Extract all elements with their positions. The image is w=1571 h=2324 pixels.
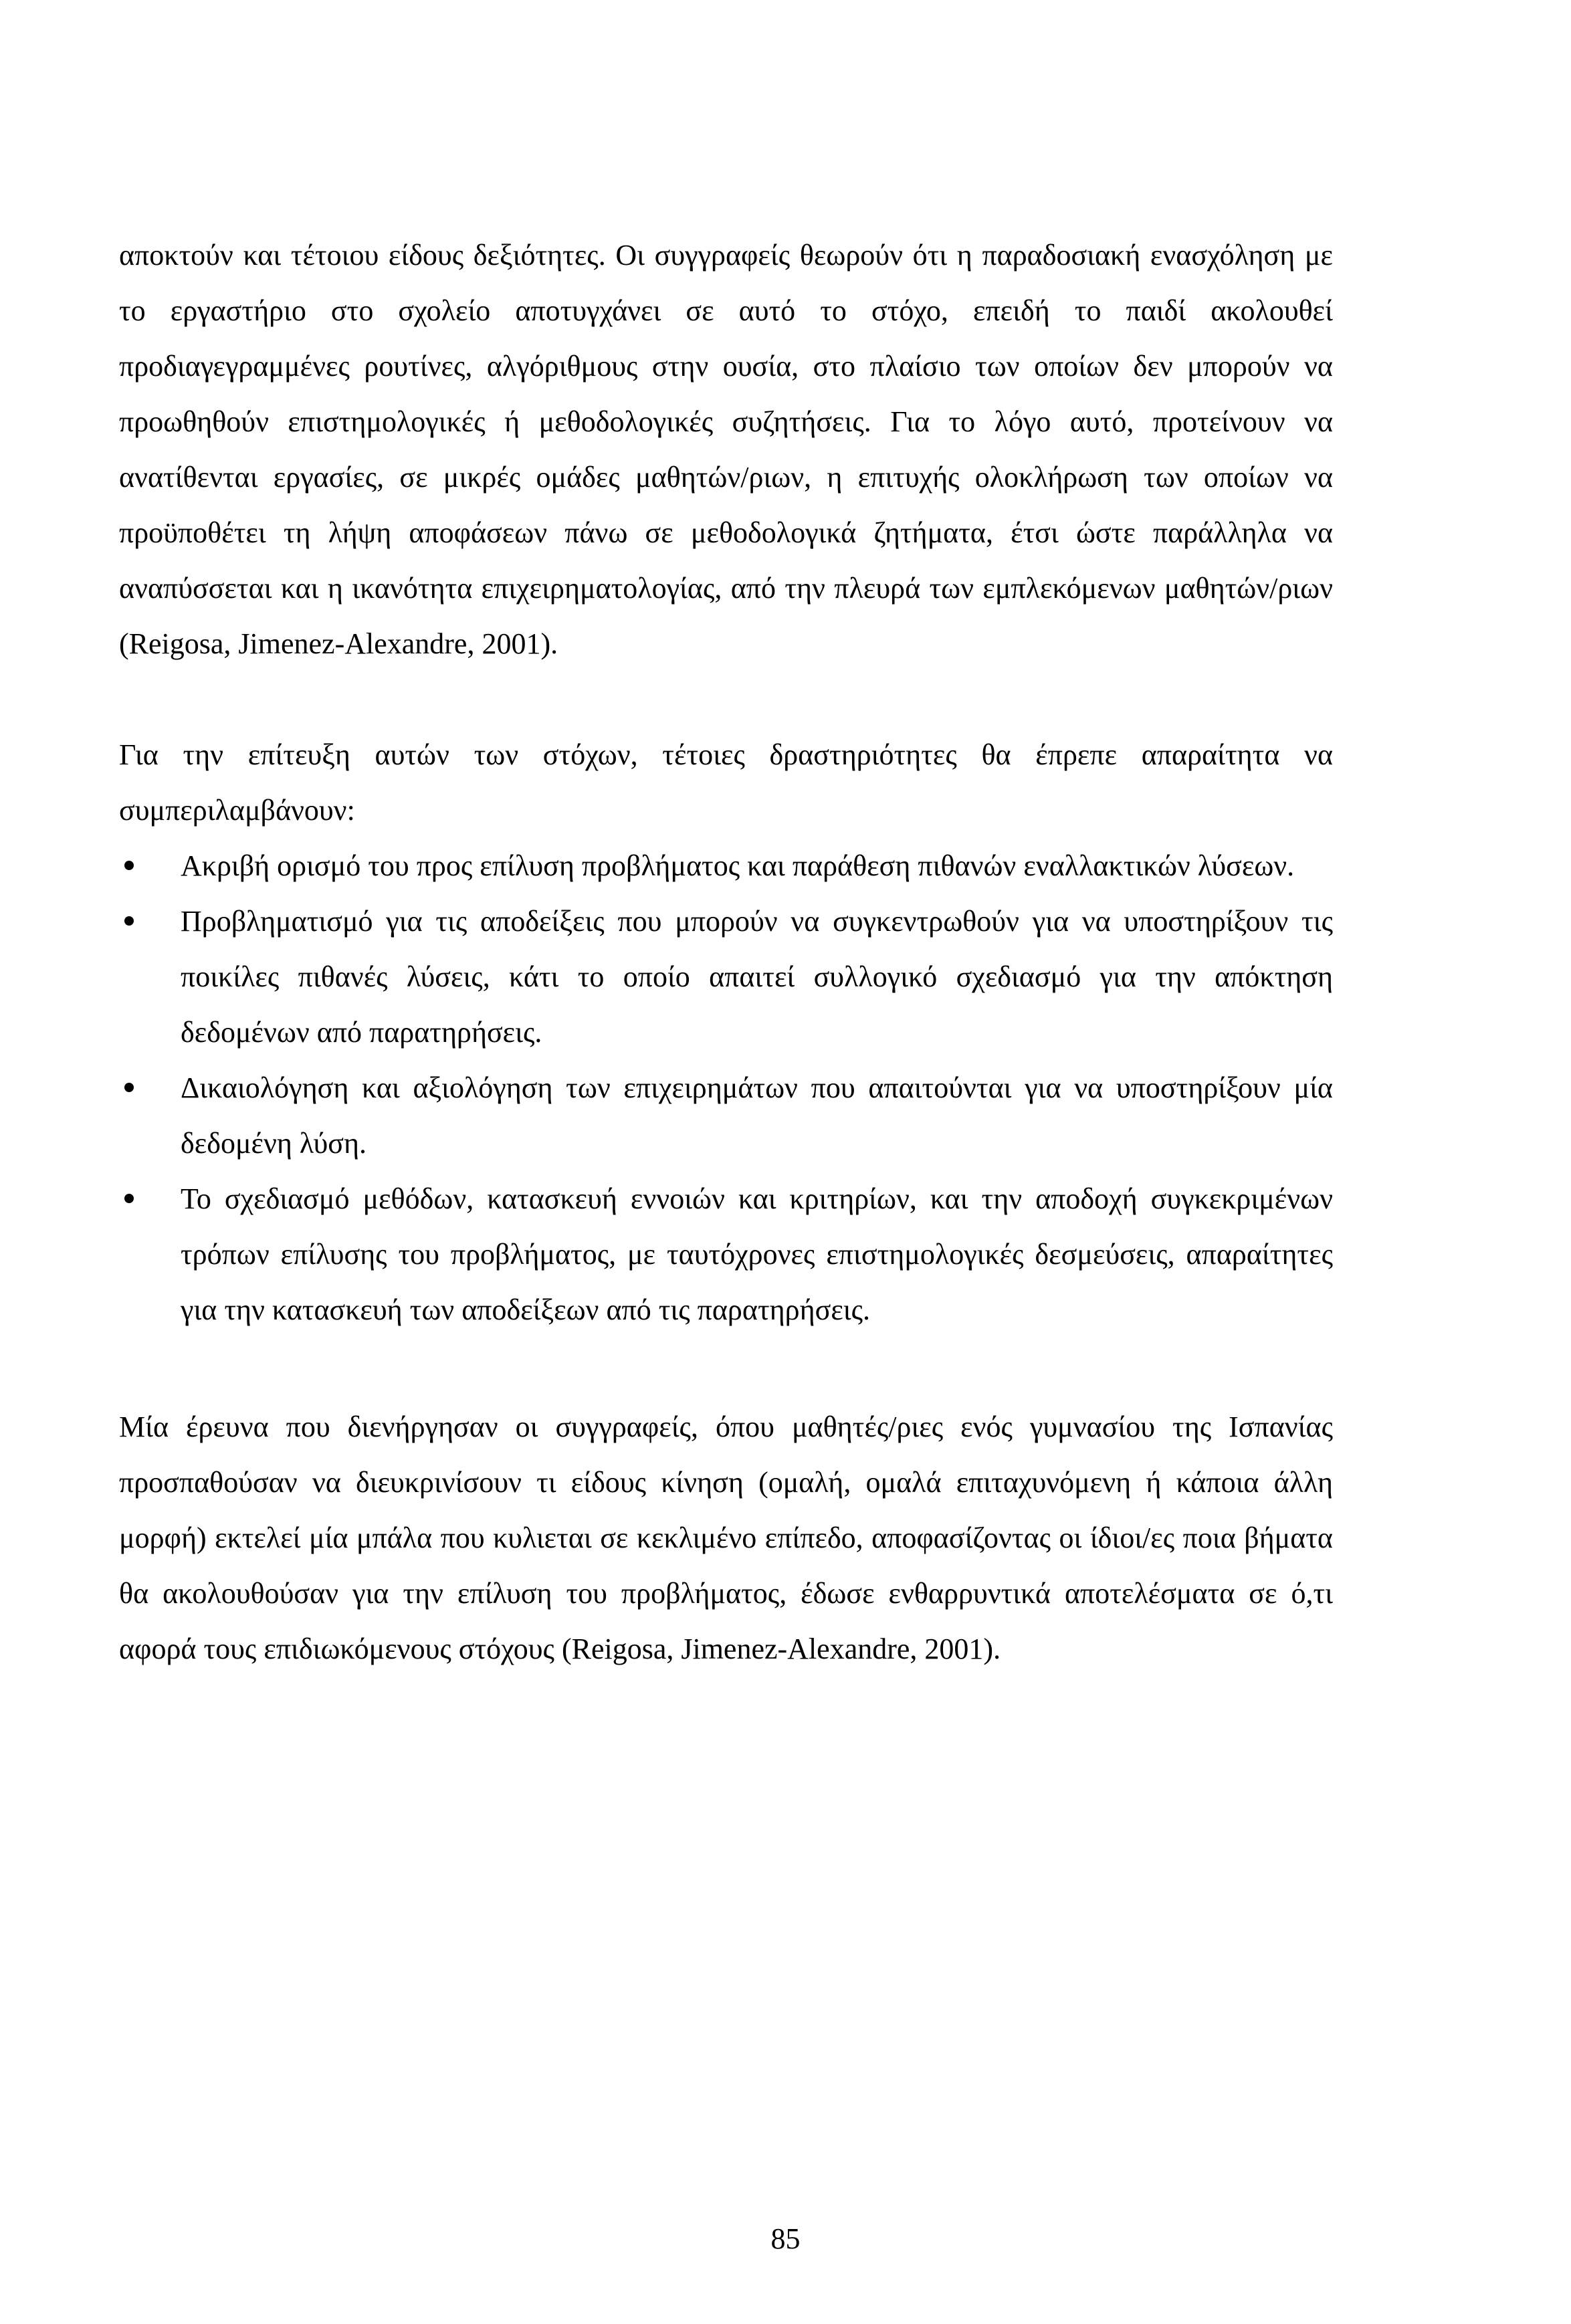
list-item xyxy=(119,1060,1333,1171)
document-body xyxy=(119,227,1333,1677)
paragraph-closing: Μία έρευνα που διενήργησαν οι συγγραφείς, όπου μαθητές/ριες ενός γυμνασίου της Ισπανίας προσπαθούσαν να διευκρινίσουν τι είδους κίνηση (ομαλή, ομαλά επιταχυνόμενη ή κάποια άλλη μορφή) εκτελεί μία μπάλα που κυλιεται σε κεκλιμένο επίπεδο, αποφασίζοντας οι ίδιοι/ες ποια βήματα θα ακολουθούσαν για την επίλυση του προβλήματος, έδωσε ενθαρρυντικά αποτελέσματα σε ό,τι αφορά τους επιδιωκόμενους στόχους (Reigosa, Jimenez-Alexandre, 2001). xyxy=(119,1410,1333,1665)
bullet-icon xyxy=(124,916,134,926)
list-item xyxy=(119,838,1333,893)
list-item-text: Δικαιολόγηση και αξιολόγηση των επιχειρημάτων που απαιτούνται για να υποστηρίξουν μία δεδομένη λύση. xyxy=(181,1071,1333,1160)
requirements-list xyxy=(119,838,1333,1338)
paragraph-lead-in: Για την επίτευξη αυτών των στόχων, τέτοιες δραστηριότητες θα έπρεπε απαραίτητα να συμπεριλαμβάνουν: xyxy=(119,738,1333,827)
paragraph-intro: αποκτούν και τέτοιου είδους δεξιότητες. Οι συγγραφείς θεωρούν ότι η παραδοσιακή ενασχόληση με το εργαστήριο στο σχολείο αποτυγχάνει σε αυτό το στόχο, επειδή το παιδί ακολουθεί προδιαγεγραμμένες ρουτίνες, αλγόριθμους στην ουσία, στο πλαίσιο των οποίων δεν μπορούν να προωθηθούν επιστημολογικές ή μεθοδολογικές συζητήσεις. Για το λόγο αυτό, προτείνουν να ανατίθενται εργασίες, σε μικρές ομάδες μαθητών/ριων, η επιτυχής ολοκλήρωση των οποίων να προϋποθέτει τη λήψη αποφάσεων πάνω σε μεθοδολογικά ζητήματα, έτσι ώστε παράλληλα να αναπύσσεται και η ικανότητα επιχειρηματολογίας, από την πλευρά των εμπλεκόμενων μαθητών/ριων (Reigosa, Jimenez-Alexandre, 2001). xyxy=(119,239,1333,660)
bullet-icon xyxy=(124,1083,134,1092)
list-item-text: Προβληματισμό για τις αποδείξεις που μπορούν να συγκεντρωθούν για να υποστηρίξουν τις ποικίλες πιθανές λύσεις, κάτι το οποίο απαιτεί συλλογικό σχεδιασμό για την απόκτηση δεδομένων από παρατηρήσεις. xyxy=(181,905,1333,1049)
list-item-text: Το σχεδιασμό μεθόδων, κατασκευή εννοιών και κριτηρίων, και την αποδοχή συγκεκριμένων τρόπων επίλυσης του προβλήματος, με ταυτόχρονες επιστημολογικές δεσμεύσεις, απαραίτητες για την κατασκευή των αποδείξεων από τις παρατηρήσεις. xyxy=(181,1182,1333,1326)
page-number: 85 xyxy=(770,2222,801,2255)
list-item xyxy=(119,1171,1333,1338)
list-item-text: Ακριβή ορισμό του προς επίλυση προβλήματος και παράθεση πιθανών εναλλακτικών λύσεων. xyxy=(181,849,1295,882)
bullet-icon xyxy=(124,861,134,870)
list-item xyxy=(119,893,1333,1060)
bullet-icon xyxy=(124,1194,134,1203)
